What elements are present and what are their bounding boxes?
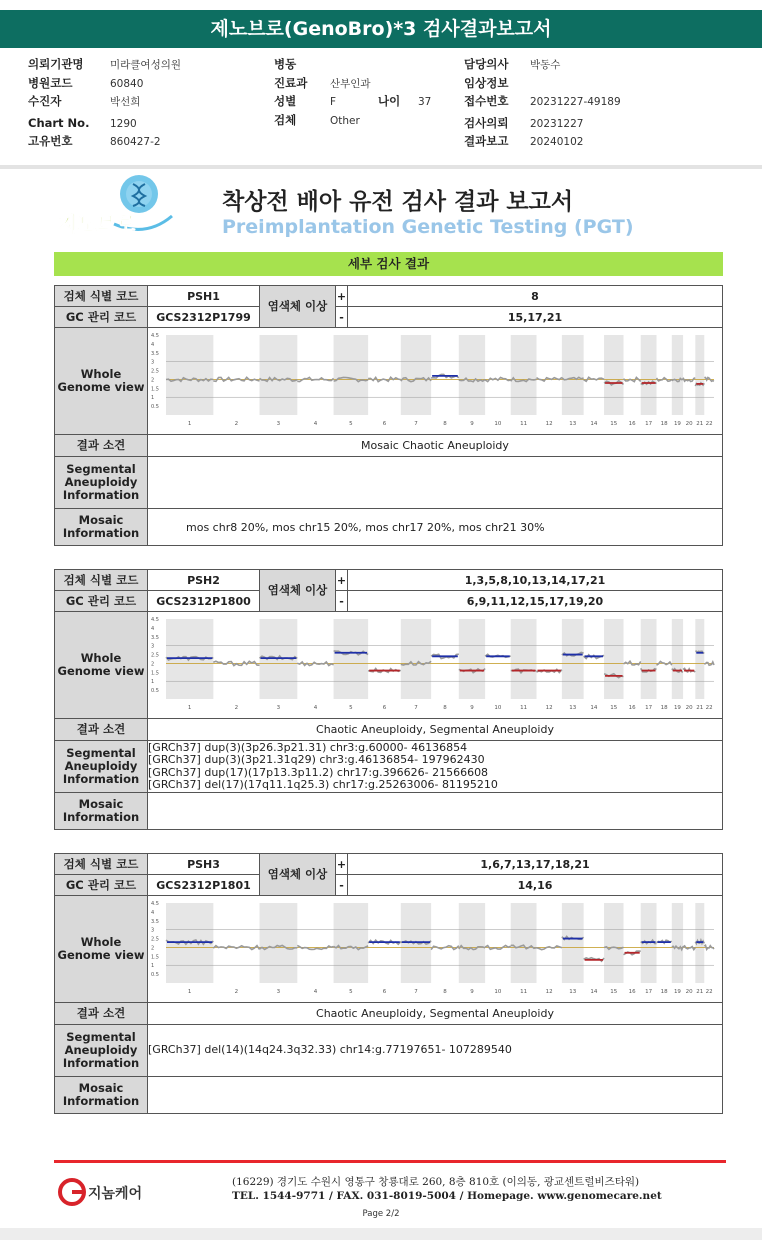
info-value: 860427-2 [110, 136, 161, 148]
chromosome-band [459, 619, 485, 699]
chromosome-label: 5 [349, 420, 353, 427]
info-value: Other [330, 114, 360, 127]
sample-id-label: 검체 식별 코드 [55, 854, 148, 875]
chromosome-label: 1 [187, 420, 192, 427]
info-label: 성별 [274, 94, 297, 108]
segmental-line: [GRCh37] del(14)(14q24.3q32.33) chr14:g.77197651- 107289540 [148, 1043, 512, 1057]
finding-text: Mosaic Chaotic Aneuploidy [148, 435, 723, 457]
chromosome-label: 8 [443, 704, 447, 711]
info-value: 20240102 [530, 136, 584, 148]
chromosome-label: 18 [660, 704, 668, 711]
chromosome-label: 1 [187, 988, 192, 995]
chromosome-label: 22 [705, 704, 713, 711]
chromosome-label: 10 [494, 704, 502, 711]
chromosome-label: 4 [313, 988, 318, 995]
gain-chromosomes: 1,6,7,13,17,18,21 [348, 854, 723, 875]
copy-number-trace [704, 662, 714, 665]
whole-genome-plot [148, 613, 723, 718]
chromosome-label: 21 [696, 704, 704, 711]
chromosome-label: 16 [628, 420, 636, 427]
y-tick-label: 2 [151, 660, 155, 667]
mosaic-text: mos chr8 20%, mos chr15 20%, mos chr17 20%, mos chr21 30% [148, 509, 723, 546]
chromosome-label: 14 [590, 420, 598, 427]
chromosome-label: 15 [610, 420, 618, 427]
chromosome-label: 7 [414, 420, 418, 427]
chromosome-band [641, 335, 657, 415]
chromosome-label: 19 [673, 704, 681, 711]
chromosome-label: 13 [569, 988, 577, 995]
y-tick-label: 0.5 [151, 687, 159, 694]
chromosome-label: 5 [349, 704, 353, 711]
chromosome-label: 22 [705, 988, 713, 995]
chromosome-label: 20 [685, 420, 693, 427]
gc-code: GCS2312P1799 [148, 307, 260, 328]
finding-label: 결과 소견 [55, 435, 148, 457]
chromosome-label: 21 [696, 988, 704, 995]
section-divider [0, 165, 762, 169]
chromosome-band [459, 335, 485, 415]
y-tick-label: 2.5 [151, 936, 159, 943]
sample-id: PSH2 [148, 570, 260, 591]
info-label: 검체 [274, 112, 297, 127]
y-tick-label: 1 [151, 394, 155, 401]
loss-chromosomes: 14,16 [348, 875, 723, 896]
chromosome-label: 19 [673, 420, 681, 427]
chromosome-band [334, 335, 369, 415]
chromosome-label: 9 [470, 988, 474, 995]
sample-id-label: 검체 식별 코드 [55, 570, 148, 591]
info-label: 고유번호 [28, 134, 73, 148]
copy-number-trace [485, 377, 511, 381]
info-value: F [330, 96, 337, 108]
whole-genome-plot [148, 329, 723, 434]
gc-code-label: GC 관리 코드 [55, 591, 148, 612]
y-tick-label: 4 [151, 625, 155, 632]
chromosome-label: 2 [234, 704, 239, 711]
info-label: 병원코드 [28, 75, 73, 90]
chromosome-label: 14 [590, 704, 598, 711]
chromosome-band [672, 619, 683, 699]
loss-chromosomes: 6,9,11,12,15,17,19,20 [348, 591, 723, 612]
info-value: 박선희 [110, 96, 141, 108]
y-tick-label: 2 [151, 944, 155, 951]
y-tick-label: 4.5 [151, 616, 159, 623]
chromosome-band [260, 903, 298, 983]
loss-symbol: - [336, 307, 348, 328]
loss-symbol: - [336, 875, 348, 896]
y-tick-label: 2.5 [151, 652, 159, 659]
segmental-text [148, 741, 723, 793]
patient-info-col2 [274, 55, 431, 129]
chromosome-label: 9 [470, 420, 474, 427]
chromosome-band [641, 619, 657, 699]
chromosome-label: 21 [696, 420, 704, 427]
y-tick-label: 0.5 [151, 971, 159, 978]
segmental-label: Segmental Aneuploidy Information [55, 741, 148, 793]
y-tick-label: 3.5 [151, 634, 159, 641]
segmental-label: Segmental Aneuploidy Information [55, 457, 148, 509]
y-tick-label: 1.5 [151, 953, 159, 960]
chromosome-label: 15 [610, 988, 618, 995]
y-tick-label: 0.5 [151, 403, 159, 410]
wgv-label: Whole Genome view [55, 612, 148, 719]
chromosome-label: 10 [494, 420, 502, 427]
sample-result-table [54, 285, 723, 546]
y-tick-label: 3.5 [151, 350, 159, 357]
mosaic-label: Mosaic Information [55, 793, 148, 830]
chromosome-label: 18 [660, 420, 668, 427]
genobro-logo [56, 172, 178, 242]
chromosome-label: 3 [276, 420, 281, 427]
y-tick-label: 2 [151, 376, 155, 383]
copy-number-trace [683, 945, 695, 949]
info-value: 미라클여성의원 [110, 59, 182, 71]
chromosome-label: 3 [276, 988, 281, 995]
gc-code-label: GC 관리 코드 [55, 307, 148, 328]
info-value: 20231227-49189 [530, 96, 621, 108]
chromosome-label: 6 [382, 704, 387, 711]
sample-result-table [54, 853, 723, 1114]
chromosome-band [604, 335, 623, 415]
info-label: 병동 [274, 57, 297, 71]
chromosome-label: 8 [443, 988, 447, 995]
chromosome-label: 6 [382, 420, 387, 427]
genomecare-logo [58, 1177, 154, 1207]
segmental-text [148, 1025, 723, 1077]
y-tick-label: 3 [151, 927, 155, 934]
chromosome-label: 5 [349, 988, 353, 995]
chromosome-band [562, 619, 584, 699]
info-label: 검사의뢰 [464, 115, 509, 130]
chromosome-band [604, 619, 623, 699]
chromosome-band [604, 903, 623, 983]
chromosome-band [511, 619, 537, 699]
mosaic-label: Mosaic Information [55, 509, 148, 546]
chromosome-label: 17 [645, 420, 653, 427]
chromosome-label: 18 [660, 988, 668, 995]
segmental-line: [GRCh37] dup(3)(3p26.3p21.31) chr3:g.60000- 46136854 [148, 740, 468, 754]
chromosome-band [166, 335, 213, 415]
y-tick-label: 1.5 [151, 669, 159, 676]
info-value: 산부인과 [330, 77, 371, 90]
segmental-line: [GRCh37] dup(3)(3p21.31q29) chr3:g.46136854- 197962430 [148, 753, 485, 766]
info-label: 결과보고 [464, 134, 509, 148]
report-header-title: 제노브로(GenoBro)*3 검사결과보고서 [210, 18, 552, 40]
info-value: 박동수 [530, 59, 561, 71]
wgv-label: Whole Genome view [55, 896, 148, 1003]
finding-text: Chaotic Aneuploidy, Segmental Aneuploidy [148, 719, 723, 741]
y-tick-label: 4.5 [151, 332, 159, 339]
chromosome-label: 20 [685, 704, 693, 711]
patient-info-col3 [464, 55, 621, 151]
copy-number-trace [657, 661, 672, 665]
loss-symbol: - [336, 591, 348, 612]
chromosome-label: 2 [234, 420, 239, 427]
gc-code: GCS2312P1800 [148, 591, 260, 612]
info-value: 37 [418, 96, 432, 108]
info-value: 20231227 [530, 117, 584, 130]
company-contact: TEL. 1544-9771 / FAX. 031-8019-5004 / Homepage. www.genomecare.net [232, 1190, 662, 1202]
chromosome-label: 12 [545, 420, 553, 427]
chromosome-label: 19 [673, 988, 681, 995]
chromosome-label: 7 [414, 988, 418, 995]
chromosome-band [260, 335, 298, 415]
chromosome-label: 6 [382, 988, 387, 995]
page-number: Page 2/2 [362, 1209, 400, 1219]
chromosome-label: 20 [685, 988, 693, 995]
sample-id-label: 검체 식별 코드 [55, 286, 148, 307]
info-value: 60840 [110, 77, 144, 90]
y-tick-label: 3 [151, 359, 155, 366]
y-tick-label: 4 [151, 909, 155, 916]
chromosome-band [459, 903, 485, 983]
finding-text: Chaotic Aneuploidy, Segmental Aneuploidy [148, 1003, 723, 1025]
chromosome-label: 13 [569, 704, 577, 711]
y-tick-label: 1 [151, 962, 155, 969]
info-label: 진료과 [274, 75, 308, 90]
chromosome-band [334, 903, 369, 983]
section-title-bar [54, 252, 723, 276]
chromosome-label: 11 [520, 988, 528, 995]
mosaic-label: Mosaic Information [55, 1077, 148, 1114]
company-name: 지놈케어 [88, 1186, 143, 1202]
gain-symbol: + [336, 286, 348, 307]
chromosome-label: 11 [520, 704, 528, 711]
wgv-label: Whole Genome view [55, 328, 148, 435]
segmental-line: [GRCh37] dup(17)(17p13.3p11.2) chr17:g.396626- 21566608 [148, 765, 489, 779]
chromosome-band [334, 619, 369, 699]
report-title-en: Preimplantation Genetic Testing (PGT) [222, 216, 634, 238]
chromosome-label: 12 [545, 704, 553, 711]
y-tick-label: 3.5 [151, 918, 159, 925]
chromosome-band [562, 335, 584, 415]
chromosome-label: 2 [234, 988, 239, 995]
mosaic-text [148, 1077, 723, 1114]
chromosome-label: 12 [545, 988, 553, 995]
mosaic-text [148, 793, 723, 830]
info-label: 접수번호 [464, 94, 509, 108]
chromosome-band [562, 903, 584, 983]
chromosome-label: 11 [520, 420, 528, 427]
info-label: 수진자 [28, 94, 62, 108]
logo-text: 지노브로 [58, 212, 136, 236]
y-tick-label: 2.5 [151, 368, 159, 375]
chromosome-label: 17 [645, 704, 653, 711]
sample-id: PSH1 [148, 286, 260, 307]
sample-id: PSH3 [148, 854, 260, 875]
copy-number-trace [537, 377, 562, 381]
y-tick-label: 1 [151, 678, 155, 685]
section-title: 세부 검사 결과 [347, 256, 430, 271]
chromosome-band [672, 335, 683, 415]
chromosome-label: 1 [187, 704, 192, 711]
gain-symbol: + [336, 854, 348, 875]
chrom-abn-label: 염색체 이상 [260, 570, 336, 612]
y-tick-label: 1.5 [151, 385, 159, 392]
segmental-line: [GRCh37] del(17)(17q11.1q25.3) chr17:g.25263006- 81195210 [148, 778, 498, 791]
chromosome-label: 17 [645, 988, 653, 995]
info-value: 1290 [110, 117, 137, 130]
info-label: 나이 [378, 94, 401, 108]
copy-number-trace [297, 661, 333, 665]
chromosome-label: 13 [569, 420, 577, 427]
footer-divider [54, 1160, 726, 1163]
report-title-ko: 착상전 배아 유전 검사 결과 보고서 [222, 189, 574, 215]
whole-genome-plot [148, 897, 723, 1002]
chromosome-band [695, 335, 704, 415]
gain-chromosomes: 8 [348, 286, 723, 307]
info-label: 임상정보 [464, 75, 509, 90]
chromosome-band [401, 619, 431, 699]
gc-code-label: GC 관리 코드 [55, 875, 148, 896]
sample-result-table [54, 569, 723, 830]
copy-number-trace [704, 945, 714, 949]
segmental-text [148, 457, 723, 509]
info-label: 의뢰기관명 [28, 57, 84, 71]
chrom-abn-label: 염색체 이상 [260, 854, 336, 896]
finding-label: 결과 소견 [55, 1003, 148, 1025]
chromosome-band [511, 903, 537, 983]
footer-address-block [232, 1175, 662, 1203]
bottom-band [0, 1228, 762, 1240]
chromosome-label: 15 [610, 704, 618, 711]
company-address: (16229) 경기도 수원시 영통구 창룡대로 260, 8층 810호 (이의동, 광교센트럴비즈타워) [232, 1176, 640, 1188]
chromosome-label: 4 [313, 420, 318, 427]
finding-label: 결과 소견 [55, 719, 148, 741]
chromosome-label: 22 [705, 420, 713, 427]
gc-code: GCS2312P1801 [148, 875, 260, 896]
chromosome-label: 4 [313, 704, 318, 711]
chromosome-label: 8 [443, 420, 447, 427]
chromosome-label: 3 [276, 704, 281, 711]
chromosome-band [401, 335, 431, 415]
chromosome-band [695, 619, 704, 699]
chromosome-label: 16 [628, 988, 636, 995]
chromosome-label: 10 [494, 988, 502, 995]
y-tick-label: 4.5 [151, 900, 159, 907]
chromosome-band [672, 903, 683, 983]
patient-info-col1 [28, 55, 181, 151]
y-tick-label: 3 [151, 643, 155, 650]
gain-symbol: + [336, 570, 348, 591]
chromosome-label: 16 [628, 704, 636, 711]
info-label: Chart No. [28, 115, 90, 130]
chrom-abn-label: 염색체 이상 [260, 286, 336, 328]
chromosome-label: 14 [590, 988, 598, 995]
chromosome-label: 9 [470, 704, 474, 711]
info-label: 담당의사 [464, 57, 509, 71]
y-tick-label: 4 [151, 341, 155, 348]
loss-chromosomes: 15,17,21 [348, 307, 723, 328]
segmental-label: Segmental Aneuploidy Information [55, 1025, 148, 1077]
chromosome-label: 7 [414, 704, 418, 711]
gain-chromosomes: 1,3,5,8,10,13,14,17,21 [348, 570, 723, 591]
report-header-bar [0, 10, 762, 48]
chromosome-band [511, 335, 537, 415]
